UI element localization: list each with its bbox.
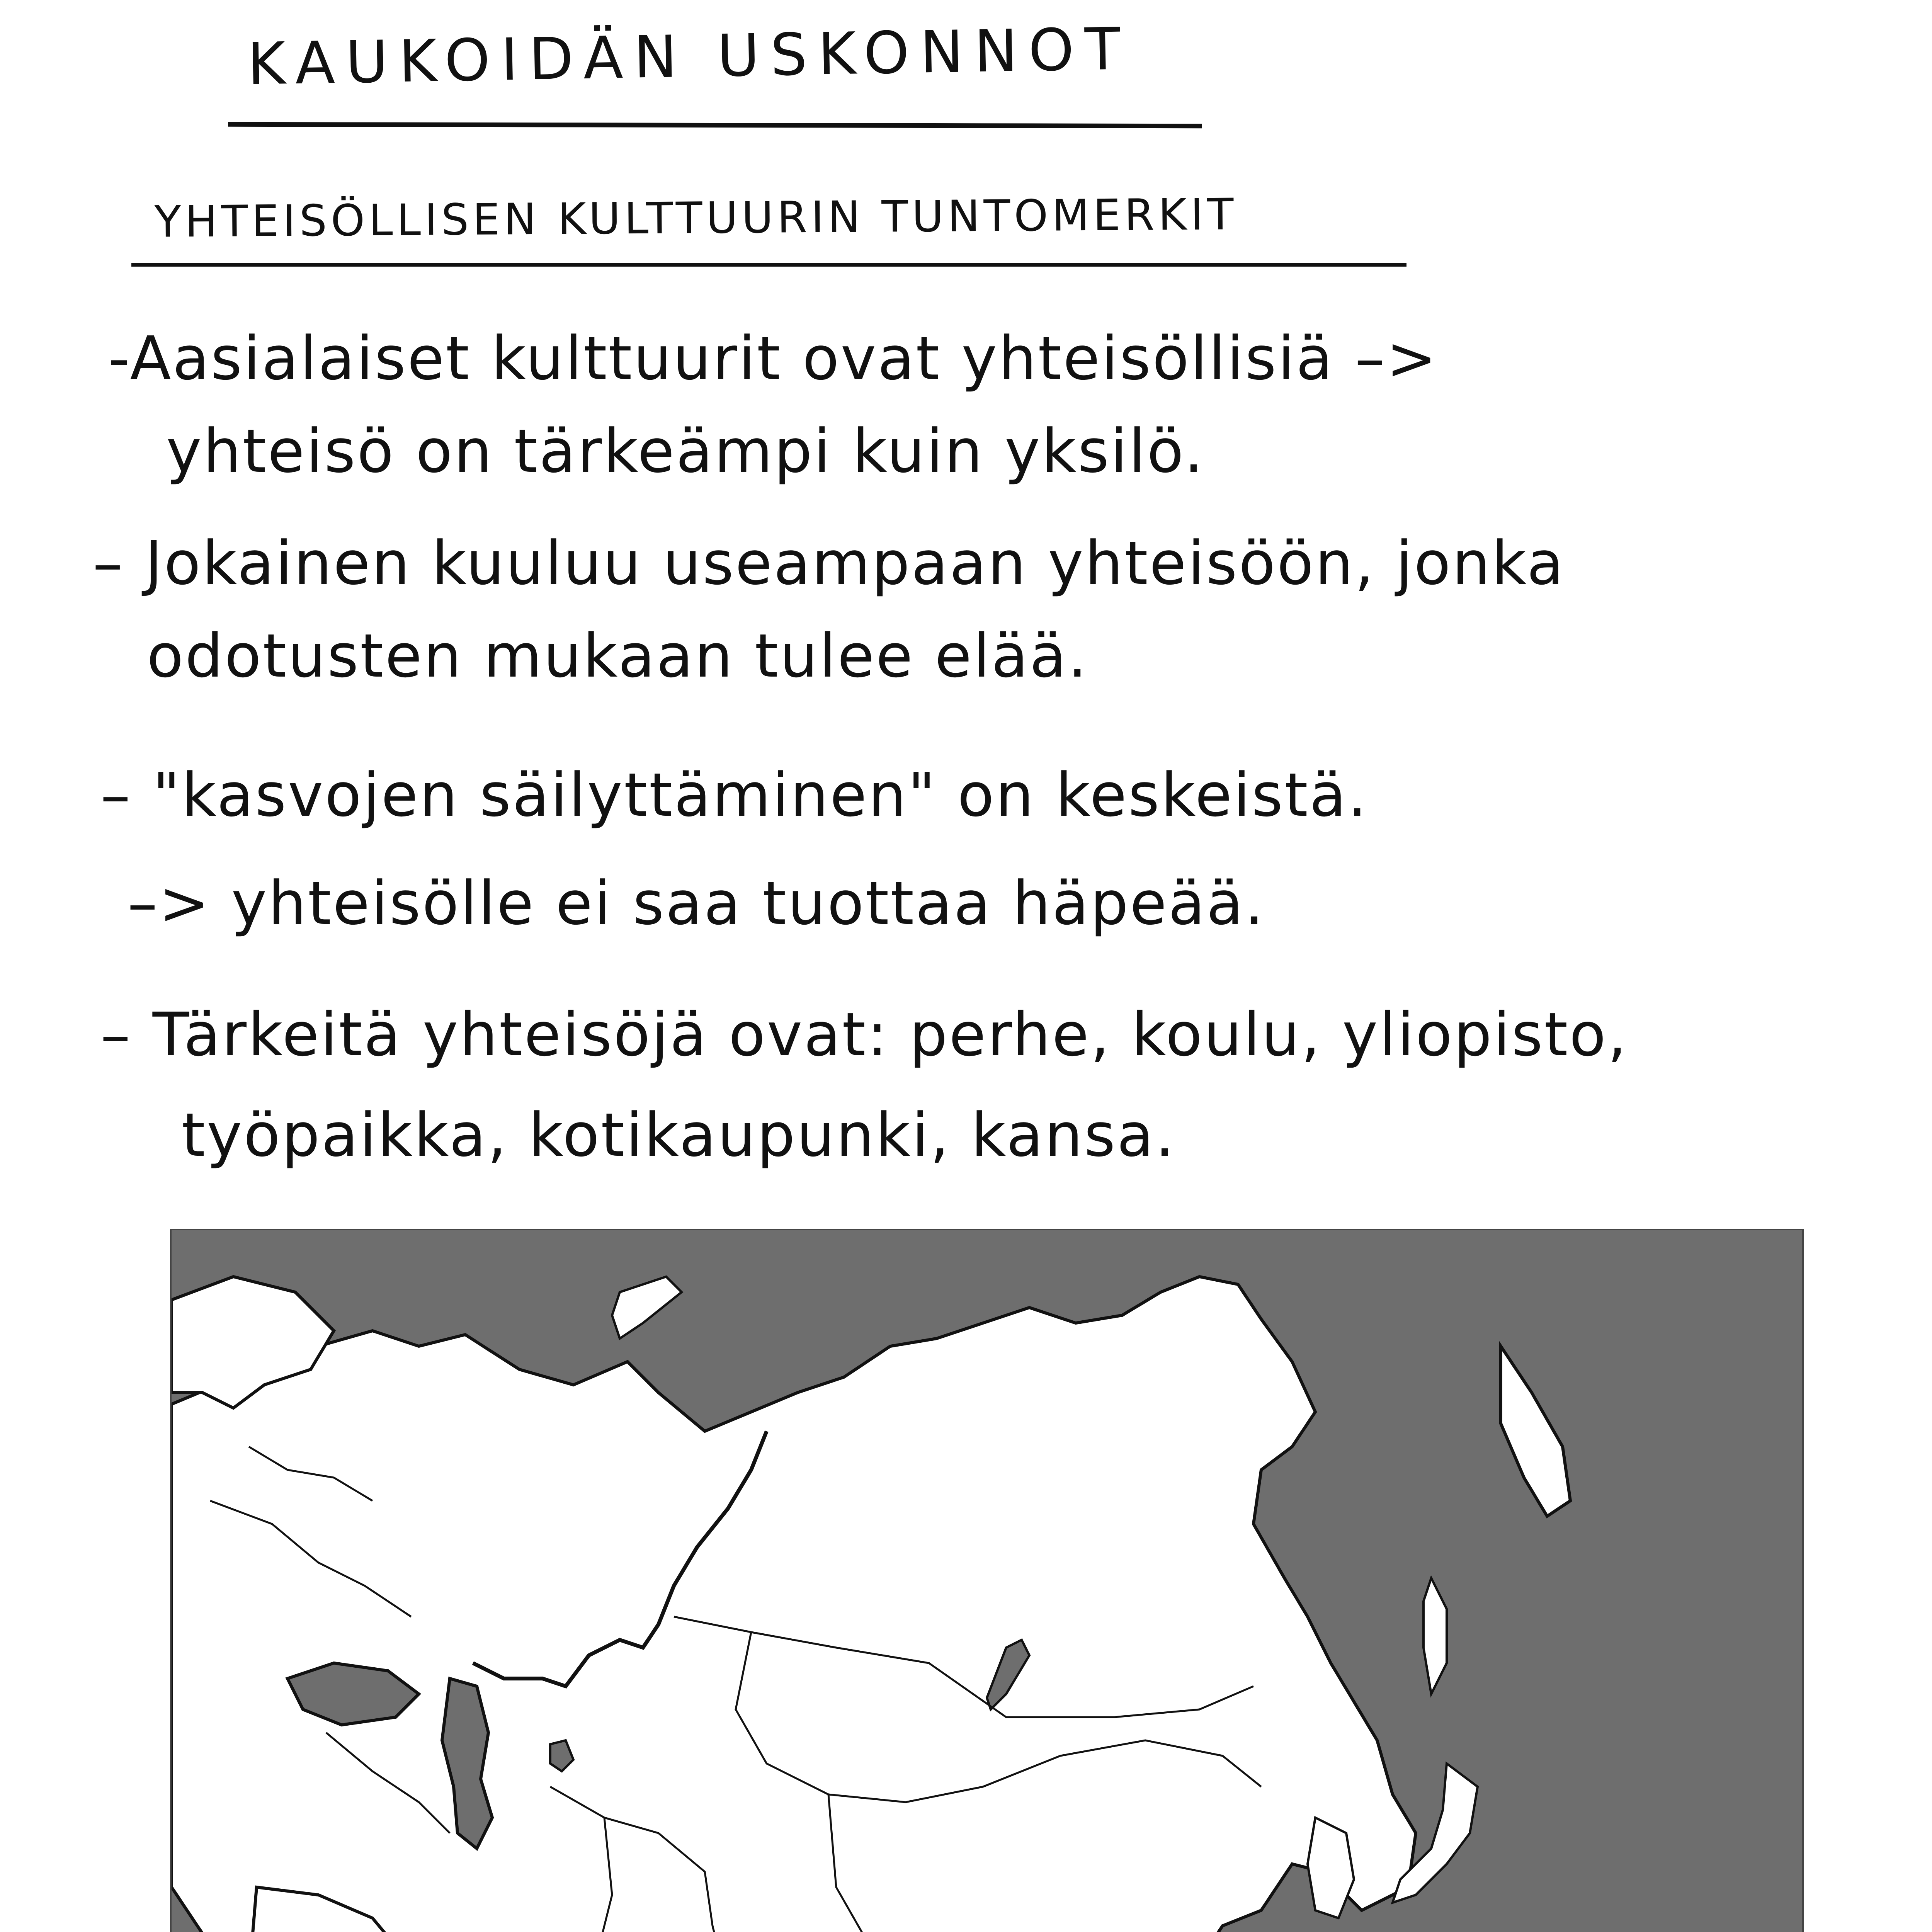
note-1-line-1: -Aasialaiset kulttuurit ovat yhteisöllisiä –> bbox=[108, 323, 1438, 393]
note-2-line-1: – Jokainen kuuluu useampaan yhteisöön, jonka bbox=[93, 528, 1565, 598]
section-heading-underline bbox=[131, 263, 1406, 267]
note-3-line-1: – "kasvojen säilyttäminen" on keskeistä. bbox=[100, 760, 1369, 830]
title-underline bbox=[228, 122, 1202, 128]
note-2-line-2: odotusten mukaan tulee elää. bbox=[147, 621, 1088, 691]
section-heading: YHTEISÖLLISEN KULTTUURIN TUNTOMERKIT bbox=[154, 189, 1238, 247]
note-1-line-2: yhteisö on tärkeämpi kuin yksilö. bbox=[166, 416, 1205, 486]
note-5-line-1: – Tärkeitä yhteisöjä ovat: perhe, koulu, yliopisto, bbox=[100, 1000, 1628, 1070]
page-title: KAUKOIDÄN USKONNOT bbox=[247, 15, 1132, 98]
note-5-line-2: työpaikka, kotikaupunki, kansa. bbox=[182, 1100, 1176, 1170]
note-4-line-1: –> yhteisölle ei saa tuottaa häpeää. bbox=[128, 868, 1265, 938]
asia-map-svg bbox=[172, 1230, 1802, 1932]
asia-outline-map bbox=[170, 1229, 1804, 1932]
